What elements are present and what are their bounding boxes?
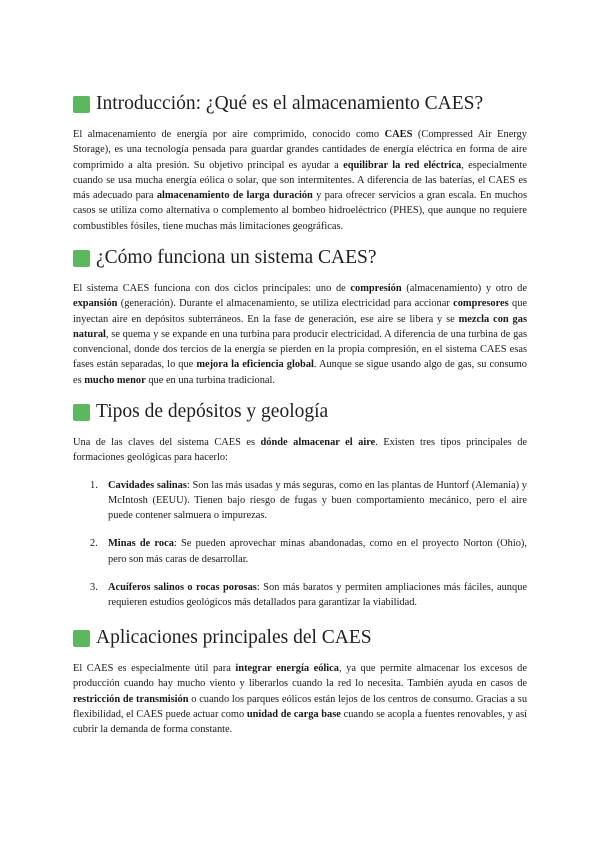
bold-text: CAES [384, 129, 413, 140]
bold-text: restricción de transmisión [73, 693, 189, 705]
green-square-icon [73, 250, 90, 267]
bold-text: integrar energía eólica [235, 663, 339, 674]
heading-funcionamiento [73, 246, 527, 270]
list-item [73, 536, 527, 567]
text-run: , ya que permite almacenar los excesos de producción cuando hay mucho viento y liberarlos cuando la red lo necesita. También ayuda en casos de [73, 663, 527, 690]
bold-text: mezcla con gas natural [73, 313, 527, 340]
bold-text: mejora la eficiencia global [196, 359, 314, 371]
heading-aplicaciones [73, 626, 527, 650]
list-number: 2. [90, 538, 98, 550]
text-run: , especialmente cuando se usa mucha energía eólica o solar, que son intermitentes. A diferencia de las baterías, el CAES es más adecuado para [73, 159, 527, 202]
list-item [73, 580, 527, 611]
paragraph-depositos-intro [73, 435, 527, 466]
heading-introduccion [73, 92, 527, 116]
list-number: 3. [90, 582, 98, 594]
bold-text: unidad de carga base [246, 708, 341, 720]
heading-text: ¿Cómo funciona un sistema CAES? [96, 247, 377, 268]
heading-depositos [73, 400, 527, 424]
text-run: : Son más baratos y permiten ampliaciones más fáciles, aunque requieren estudios geológicos más detallados para garantizar la viabilidad. [108, 582, 528, 609]
heading-text: Tipos de depósitos y geología [96, 401, 329, 422]
text-run: . Aunque se sigue usando algo de gas, su consumo es [73, 359, 527, 386]
text-run: : Se pueden aprovechar minas abandonadas, como en el proyecto Norton (Ohio), pero son más caras de desarrollar. [108, 538, 527, 565]
text-run: El CAES es especialmente útil para [73, 663, 236, 674]
bold-text: equilibrar la red eléctrica [343, 159, 462, 171]
text-run: : Son las más usadas y más seguras, como en las plantas de Huntorf (Alemania) y McIntosh (EEUU). Tienen bajo riesgo de fugas y buen comportamiento mecánico, pero el aire puede contener salmuera o impurezas. [108, 479, 527, 522]
section-depositos [73, 400, 527, 611]
text-run: Una de las claves del sistema CAES es [73, 437, 261, 448]
text-run: y para ofrecer servicios a gran escala. En muchos casos se utiliza como alternativa o complemento al bombeo hidroeléctrico (PHES), que aunque no requiere combustibles fósiles, tiene muchas más limitaciones geográficas. [73, 190, 528, 232]
list-number: 1. [90, 479, 98, 491]
text-run: El sistema CAES funciona con dos ciclos principales: uno de [73, 283, 351, 294]
text-run: o cuando los parques eólicos están lejos de los centros de consumo. Gracias a su flexibilidad, el CAES puede actuar como [73, 693, 528, 720]
heading-text: Aplicaciones principales del CAES [96, 627, 372, 648]
list-item-text [108, 580, 527, 611]
text-run: (almacenamiento) y otro de [401, 283, 527, 294]
bold-text: almacenamiento de larga duración [156, 190, 313, 202]
list-item-text [108, 478, 527, 524]
text-run: (Compressed Air Energy Storage), es una tecnología pensada para guardar grandes cantidades de energía eléctrica en forma de aire comprimido a alta presión. Su objetivo principal es ayudar a [73, 129, 527, 171]
text-run: cuando se acopla a fuentes renovables, y así cubrir la demanda de forma constante. [73, 708, 528, 736]
text-run: , se quema y se expande en una turbina para producir electricidad. A diferencia de una turbina de gas convencional, donde dos tercios de la energía se pierden en la propia compresión, en el sistema CAES esas fases están separadas, lo que [73, 328, 527, 371]
bold-text: mucho menor [84, 374, 146, 386]
paragraph-introduccion [73, 127, 527, 234]
section-introduccion [73, 92, 527, 234]
bold-text: Minas de roca [108, 538, 174, 550]
bold-text: compresión [350, 283, 402, 294]
heading-text: Introducción: ¿Qué es el almacenamiento CAES? [96, 93, 484, 114]
bold-text: compresores [453, 298, 509, 310]
text-run: que en una turbina tradicional. [145, 374, 276, 386]
bold-text: expansión [73, 298, 118, 310]
bold-text: Cavidades salinas [108, 479, 187, 491]
deposit-types-list [73, 478, 527, 611]
paragraph-aplicaciones [73, 661, 527, 737]
paragraph-funcionamiento [73, 281, 527, 388]
text-run: (generación). Durante el almacenamiento, se utiliza electricidad para accionar [117, 298, 454, 310]
bold-text: Acuíferos salinos o rocas porosas [108, 582, 257, 594]
green-square-icon [73, 630, 90, 647]
text-run: que inyectan aire en depósitos subterráneos. En la fase de generación, ese aire se libera y se [73, 298, 527, 325]
bold-text: dónde almacenar el aire [260, 437, 376, 448]
text-run: . Existen tres tipos principales de formaciones geológicas para hacerlo: [73, 437, 528, 464]
section-funcionamiento [73, 246, 527, 388]
green-square-icon [73, 96, 90, 113]
list-item [73, 478, 527, 524]
list-item-text [108, 536, 527, 567]
section-aplicaciones [73, 626, 527, 737]
green-square-icon [73, 404, 90, 421]
text-run: El almacenamiento de energía por aire comprimido, conocido como [73, 129, 385, 140]
